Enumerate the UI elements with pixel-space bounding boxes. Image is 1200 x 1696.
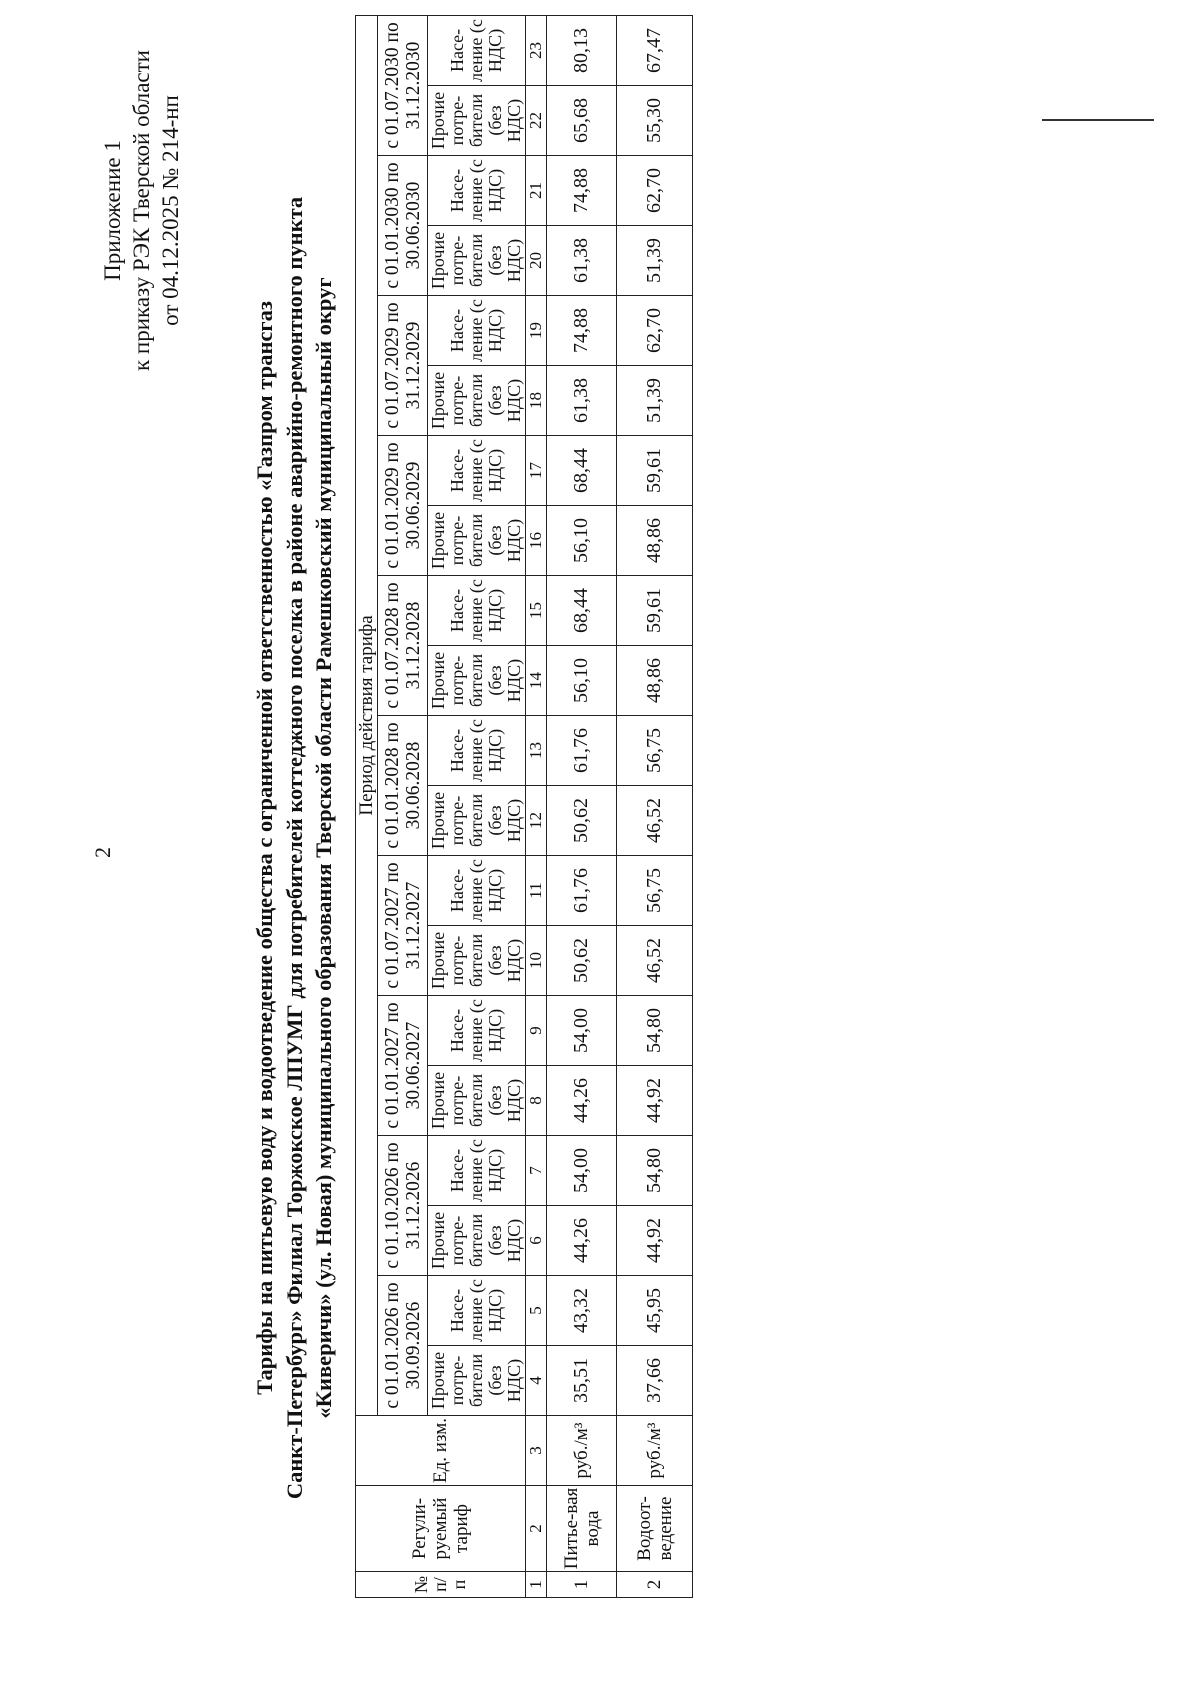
tariff-value: 59,61 [617, 576, 693, 646]
column-number: 14 [526, 646, 547, 716]
tariff-value: 43,32 [547, 1276, 617, 1346]
period-header: с 01.07.2029 по 31.12.2029 [378, 296, 428, 436]
tariff-value: 54,00 [547, 996, 617, 1066]
consumer-other-header: Прочие потре-бители (без НДС) [428, 86, 526, 156]
tariff-value: 54,80 [617, 1136, 693, 1206]
tariff-value: 37,66 [617, 1346, 693, 1416]
column-number: 8 [526, 1066, 547, 1136]
header-row-period [356, 15, 378, 1597]
tariff-value: 80,13 [547, 15, 617, 85]
tariff-value: 48,86 [617, 646, 693, 716]
consumer-population-header: Насе-ление (с НДС) [428, 1136, 526, 1206]
title-line-1: Тарифы на питьевую воду и водоотведение общества с ограниченной ответственностью «Газпром трансгаз [252, 301, 277, 1395]
consumer-other-header: Прочие потре-бители (без НДС) [428, 1206, 526, 1276]
tariff-value: 74,88 [547, 156, 617, 226]
column-number: 19 [526, 296, 547, 366]
column-number: 9 [526, 996, 547, 1066]
period-header: с 01.01.2028 по 30.06.2028 [378, 716, 428, 856]
header-no: № п/п [356, 1572, 526, 1598]
consumer-other-header: Прочие потре-бители (без НДС) [428, 226, 526, 296]
row-tariff-name: Питье-вая вода [547, 1486, 617, 1572]
tariff-table [355, 15, 693, 1598]
title-line-2: Санкт-Петербург» Филиал Торжокское ЛПУМГ для потребителей коттеджного поселка в районе аварийно-ремонтного пункта [281, 196, 307, 1500]
tariff-value: 56,75 [617, 856, 693, 926]
column-number: 22 [526, 86, 547, 156]
column-number: 13 [526, 716, 547, 786]
tariff-value: 46,52 [617, 926, 693, 996]
column-number: 23 [526, 15, 547, 85]
tariff-value: 44,92 [617, 1066, 693, 1136]
period-header: с 01.10.2026 по 31.12.2026 [378, 1136, 428, 1276]
consumer-population-header: Насе-ление (с НДС) [428, 716, 526, 786]
tariff-value: 50,62 [547, 786, 617, 856]
scan-edge-line [1042, 119, 1154, 121]
tariff-value: 44,26 [547, 1066, 617, 1136]
header-row-dates [378, 15, 428, 1597]
tariff-value: 44,26 [547, 1206, 617, 1276]
consumer-population-header: Насе-ление (с НДС) [428, 156, 526, 226]
consumer-population-header: Насе-ление (с НДС) [428, 15, 526, 85]
column-number: 17 [526, 436, 547, 506]
column-number: 11 [526, 856, 547, 926]
consumer-other-header: Прочие потре-бители (без НДС) [428, 1346, 526, 1416]
appendix-reference [98, 50, 185, 371]
column-number: 10 [526, 926, 547, 996]
consumer-other-header: Прочие потре-бители (без НДС) [428, 366, 526, 436]
tariff-value: 44,92 [617, 1206, 693, 1276]
document-title [250, 30, 339, 1666]
tariff-value: 50,62 [547, 926, 617, 996]
row-unit: руб./м³ [617, 1416, 693, 1486]
consumer-other-header: Прочие потре-бители (без НДС) [428, 506, 526, 576]
consumer-population-header: Насе-ление (с НДС) [428, 576, 526, 646]
column-number: 21 [526, 156, 547, 226]
period-header: с 01.01.2026 по 30.09.2026 [378, 1276, 428, 1416]
table-row-wastewater [617, 15, 693, 1597]
consumer-population-header: Насе-ление (с НДС) [428, 996, 526, 1066]
tariff-value: 35,51 [547, 1346, 617, 1416]
consumer-population-header: Насе-ление (с НДС) [428, 1276, 526, 1346]
column-number: 12 [526, 786, 547, 856]
tariff-value: 61,76 [547, 856, 617, 926]
row-number: 1 [547, 1572, 617, 1598]
period-header: с 01.01.2030 по 30.06.2030 [378, 156, 428, 296]
row-unit: руб./м³ [547, 1416, 617, 1486]
column-number: 7 [526, 1136, 547, 1206]
title-line-3: «Киверичи» (ул. Новая) муниципального образования Тверской области Рамешковский муниципальный округ [311, 277, 336, 1419]
tariff-value: 56,10 [547, 506, 617, 576]
tariff-value: 74,88 [547, 296, 617, 366]
appendix-line-3: от 04.12.2025 № 214-нп [158, 95, 183, 326]
page-number: 2 [90, 847, 115, 858]
tariff-value: 56,10 [547, 646, 617, 716]
tariff-value: 59,61 [617, 436, 693, 506]
tariff-value: 65,68 [547, 86, 617, 156]
column-number: 20 [526, 226, 547, 296]
consumer-population-header: Насе-ление (с НДС) [428, 856, 526, 926]
tariff-value: 46,52 [617, 786, 693, 856]
consumer-other-header: Прочие потре-бители (без НДС) [428, 646, 526, 716]
tariff-value: 54,80 [617, 996, 693, 1066]
header-tariff: Регули-руемый тариф [356, 1486, 526, 1572]
consumer-other-header: Прочие потре-бители (без НДС) [428, 926, 526, 996]
column-number: 6 [526, 1206, 547, 1276]
tariff-value: 55,30 [617, 86, 693, 156]
appendix-line-2: к приказу РЭК Тверской области [129, 50, 154, 371]
tariff-value: 51,39 [617, 366, 693, 436]
consumer-other-header: Прочие потре-бители (без НДС) [428, 1066, 526, 1136]
period-header: с 01.07.2030 по 31.12.2030 [378, 15, 428, 155]
tariff-value: 62,70 [617, 156, 693, 226]
column-number: 4 [526, 1346, 547, 1416]
header-row-consumers [428, 15, 526, 1597]
column-number: 3 [526, 1416, 547, 1486]
period-header: с 01.01.2029 по 30.06.2029 [378, 436, 428, 576]
consumer-population-header: Насе-ление (с НДС) [428, 296, 526, 366]
tariff-value: 68,44 [547, 436, 617, 506]
column-number: 16 [526, 506, 547, 576]
period-header: с 01.07.2027 по 31.12.2027 [378, 856, 428, 996]
period-header: с 01.01.2027 по 30.06.2027 [378, 996, 428, 1136]
tariff-value: 51,39 [617, 226, 693, 296]
row-number: 2 [617, 1572, 693, 1598]
appendix-line-1: Приложение 1 [100, 140, 125, 281]
tariff-value: 45,95 [617, 1276, 693, 1346]
tariff-value: 54,00 [547, 1136, 617, 1206]
row-tariff-name: Водоот-ведение [617, 1486, 693, 1572]
column-number: 18 [526, 366, 547, 436]
tariff-value: 67,47 [617, 15, 693, 85]
column-number: 1 [526, 1572, 547, 1598]
consumer-population-header: Насе-ление (с НДС) [428, 436, 526, 506]
table-row-drinking-water [547, 15, 617, 1597]
consumer-other-header: Прочие потре-бители (без НДС) [428, 786, 526, 856]
tariff-value: 61,38 [547, 366, 617, 436]
period-header: с 01.07.2028 по 31.12.2028 [378, 576, 428, 716]
tariff-value: 68,44 [547, 576, 617, 646]
column-number: 15 [526, 576, 547, 646]
tariff-value: 61,38 [547, 226, 617, 296]
tariff-value: 61,76 [547, 716, 617, 786]
header-unit: Ед. изм. [356, 1416, 526, 1486]
column-number-row [526, 15, 547, 1597]
tariff-value: 56,75 [617, 716, 693, 786]
column-number: 2 [526, 1486, 547, 1572]
header-period: Период действия тарифа [356, 15, 378, 1415]
tariff-value: 62,70 [617, 296, 693, 366]
column-number: 5 [526, 1276, 547, 1346]
tariff-value: 48,86 [617, 506, 693, 576]
